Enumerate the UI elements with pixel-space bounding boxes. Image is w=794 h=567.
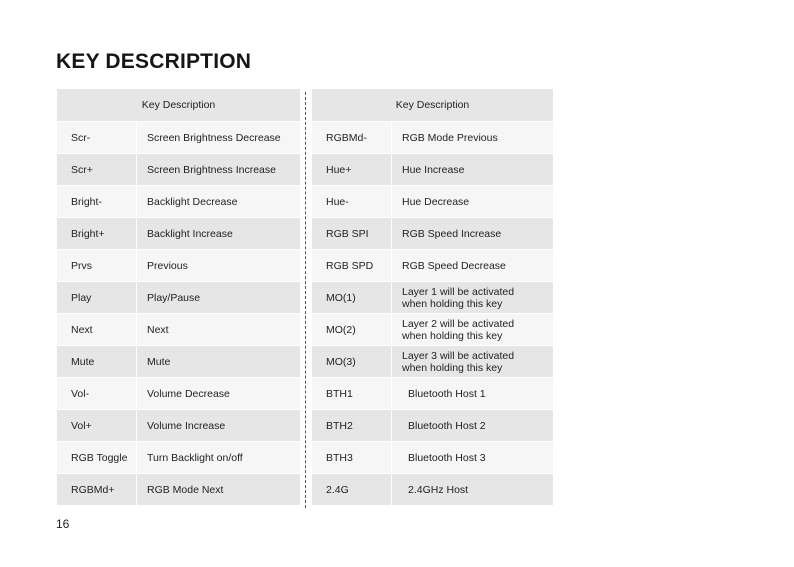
description-line: Layer 2 will be activated: [402, 317, 515, 330]
description-line: when holding this key: [402, 297, 503, 310]
key-name: RGB SPI: [312, 218, 392, 250]
key-description: Backlight Decrease: [137, 186, 300, 218]
description-line: Layer 1 will be activated: [402, 285, 515, 298]
table-row: [57, 474, 300, 506]
key-name: Vol-: [57, 378, 137, 410]
key-description: Previous: [137, 250, 300, 282]
key-description: Hue Decrease: [392, 186, 553, 218]
key-description: Turn Backlight on/off: [137, 442, 300, 474]
table-row: [312, 474, 553, 506]
key-description: Screen Brightness Increase: [137, 154, 300, 186]
table-header-row: [312, 89, 553, 122]
key-name: Mute: [57, 346, 137, 378]
table-header: Key Description: [57, 89, 300, 122]
key-name: BTH2: [312, 410, 392, 442]
key-name: MO(3): [312, 346, 392, 378]
key-description: Bluetooth Host 1: [392, 378, 553, 410]
page-number: 16: [56, 517, 70, 531]
table-row: [312, 442, 553, 474]
key-table-right: [312, 89, 553, 506]
key-description: Backlight Increase: [137, 218, 300, 250]
key-description: Volume Increase: [137, 410, 300, 442]
key-description: [392, 282, 553, 314]
description-line: when holding this key: [402, 329, 503, 342]
table-header: Key Description: [312, 89, 553, 122]
key-description: Volume Decrease: [137, 378, 300, 410]
key-description: RGB Speed Decrease: [392, 250, 553, 282]
key-description: Hue Increase: [392, 154, 553, 186]
key-name: RGBMd+: [57, 474, 137, 506]
key-name: Prvs: [57, 250, 137, 282]
key-name: Vol+: [57, 410, 137, 442]
page-title: KEY DESCRIPTION: [56, 50, 252, 73]
key-description: [392, 346, 553, 378]
key-name: Bright-: [57, 186, 137, 218]
key-name: RGB SPD: [312, 250, 392, 282]
key-name: Hue-: [312, 186, 392, 218]
key-name: BTH3: [312, 442, 392, 474]
key-name: Hue+: [312, 154, 392, 186]
table-row: [312, 186, 553, 218]
key-description: Play/Pause: [137, 282, 300, 314]
key-description: 2.4GHz Host: [392, 474, 553, 506]
table-row: [57, 218, 300, 250]
key-name: Scr-: [57, 122, 137, 154]
table-row: [57, 122, 300, 154]
key-description: Mute: [137, 346, 300, 378]
table-row: [312, 314, 553, 346]
table-header-row: [57, 89, 300, 122]
table-row: [312, 378, 553, 410]
key-description: Next: [137, 314, 300, 346]
column-divider: [305, 92, 306, 508]
key-name: BTH1: [312, 378, 392, 410]
key-name: RGB Toggle: [57, 442, 137, 474]
key-description: [392, 314, 553, 346]
key-name: Play: [57, 282, 137, 314]
description-line: when holding this key: [402, 361, 503, 374]
key-name: 2.4G: [312, 474, 392, 506]
table-row: [57, 314, 300, 346]
table-row: [57, 282, 300, 314]
key-description: Bluetooth Host 2: [392, 410, 553, 442]
key-name: Next: [57, 314, 137, 346]
table-row: [57, 186, 300, 218]
key-name: MO(2): [312, 314, 392, 346]
key-description: Bluetooth Host 3: [392, 442, 553, 474]
key-description: RGB Mode Next: [137, 474, 300, 506]
table-row: [312, 346, 553, 378]
table-row: [312, 282, 553, 314]
table-row: [312, 218, 553, 250]
description-line: Layer 3 will be activated: [402, 349, 515, 362]
key-description: Screen Brightness Decrease: [137, 122, 300, 154]
key-name: RGBMd-: [312, 122, 392, 154]
key-description: RGB Speed Increase: [392, 218, 553, 250]
table-row: [312, 122, 553, 154]
table-row: [57, 410, 300, 442]
table-row: [57, 250, 300, 282]
key-description: RGB Mode Previous: [392, 122, 553, 154]
table-row: [57, 442, 300, 474]
table-row: [312, 250, 553, 282]
key-name: Bright+: [57, 218, 137, 250]
table-row: [312, 154, 553, 186]
table-row: [57, 378, 300, 410]
table-row: [57, 154, 300, 186]
key-name: Scr+: [57, 154, 137, 186]
key-name: MO(1): [312, 282, 392, 314]
key-table-left: [57, 89, 300, 506]
table-row: [57, 346, 300, 378]
table-row: [312, 410, 553, 442]
